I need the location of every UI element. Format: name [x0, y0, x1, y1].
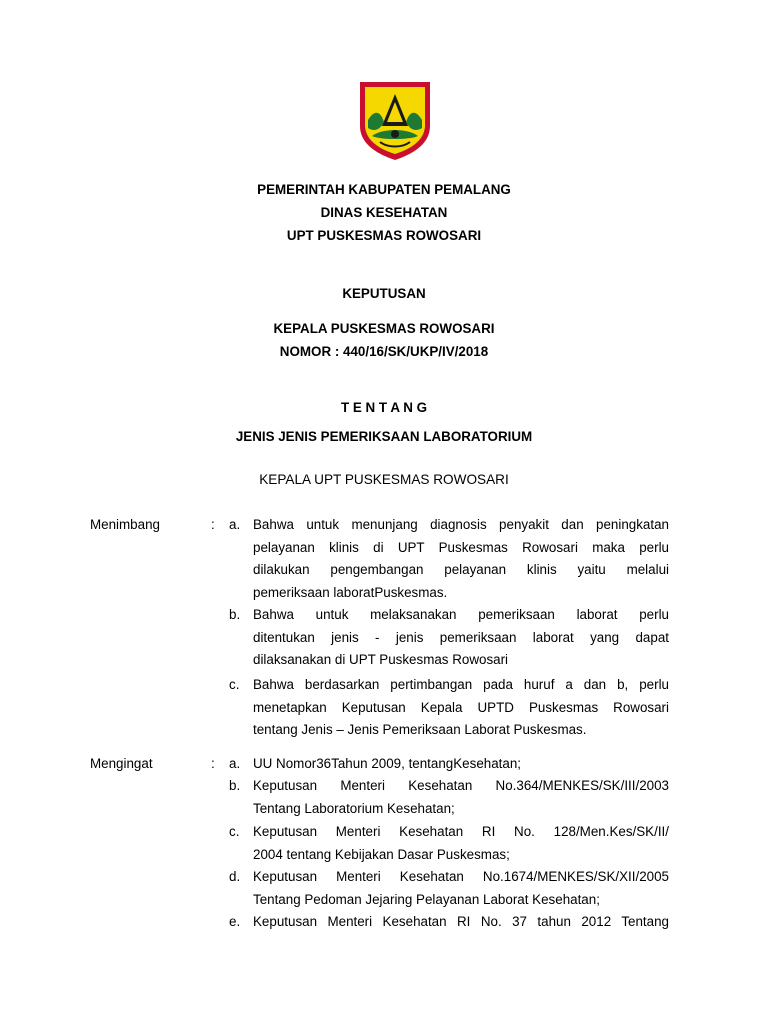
menimbang-item-letter: c.: [229, 677, 240, 692]
mengingat-item-letter: b.: [229, 778, 241, 793]
mengingat-item-b: [253, 775, 669, 820]
item-line: Bahwa untuk menunjang diagnosis penyakit dan peningkatan: [253, 517, 669, 532]
item-line: Bahwa untuk melaksanakan pemeriksaan laborat perlu: [253, 607, 669, 622]
decree-heading: KEPUTUSAN: [342, 286, 426, 301]
about-heading: T E N T A N G: [340, 400, 428, 415]
item-line: Keputusan Menteri Kesehatan RI No. 128/Men.Kes/SK/II/: [253, 824, 669, 839]
mengingat-item-c: [253, 821, 669, 866]
item-line: Keputusan Menteri Kesehatan No.1674/MENKES/SK/XII/2005: [253, 869, 669, 884]
mengingat-colon: :: [211, 756, 215, 771]
item-line: UU Nomor36Tahun 2009, tentangKesehatan;: [253, 756, 521, 771]
header-line-pemerintah: PEMERINTAH KABUPATEN PEMALANG: [257, 182, 511, 197]
menimbang-item-letter: b.: [229, 607, 241, 622]
item-line: dilakukan pengembangan pelayanan klinis yaitu melalui: [253, 562, 669, 577]
pemalang-emblem-logo: [358, 80, 432, 162]
item-line: tentang Jenis – Jenis Pemeriksaan Laborat Puskesmas.: [253, 722, 587, 737]
menimbang-colon: :: [211, 517, 215, 532]
item-line: Bahwa berdasarkan pertimbangan pada huruf a dan b, perlu: [253, 677, 669, 692]
decree-issuer-title: KEPALA PUSKESMAS ROWOSARI: [273, 321, 495, 336]
mengingat-item-d: [253, 866, 669, 911]
mengingat-item-letter: c.: [229, 824, 240, 839]
header-line-dinas: DINAS KESEHATAN: [320, 205, 448, 220]
item-line: menetapkan Keputusan Kepala UPTD Puskesmas Rowosari: [253, 699, 669, 715]
item-line: Keputusan Menteri Kesehatan RI No. 37 tahun 2012 Tentang: [253, 914, 669, 929]
mengingat-item-letter: a.: [229, 756, 241, 771]
item-line: Tentang Pedoman Jejaring Pelayanan Laborat Kesehatan;: [253, 891, 600, 907]
menimbang-item-a: [253, 514, 669, 604]
decree-number: NOMOR : 440/16/SK/UKP/IV/2018: [279, 344, 489, 359]
mengingat-item-letter: e.: [229, 914, 241, 929]
item-line: Keputusan Menteri Kesehatan No.364/MENKES/SK/III/2003: [253, 778, 669, 793]
mengingat-item-e: [253, 911, 669, 934]
menimbang-item-letter: a.: [229, 517, 241, 532]
item-line: pelayanan klinis di UPT Puskesmas Rowosari maka perlu: [253, 539, 669, 555]
menimbang-item-c: [253, 674, 669, 742]
mengingat-item-a: [253, 753, 669, 776]
item-line: Tentang Laboratorium Kesehatan;: [253, 800, 455, 816]
menimbang-label: Menimbang: [90, 517, 160, 532]
decree-subject: JENIS JENIS PEMERIKSAAN LABORATORIUM: [235, 429, 533, 444]
item-line: 2004 tentang Kebijakan Dasar Puskesmas;: [253, 846, 510, 862]
item-line: dilaksanakan di UPT Puskesmas Rowosari: [253, 652, 509, 667]
mengingat-item-letter: d.: [229, 869, 241, 884]
decree-issuer: KEPALA UPT PUSKESMAS ROWOSARI: [259, 472, 509, 487]
item-line: pemeriksaan laboratPuskesmas.: [253, 584, 448, 600]
menimbang-item-b: [253, 604, 669, 672]
header-line-upt: UPT PUSKESMAS ROWOSARI: [286, 228, 482, 243]
mengingat-label: Mengingat: [90, 756, 153, 771]
item-line: ditentukan jenis - jenis pemeriksaan laborat yang dapat: [253, 629, 669, 645]
